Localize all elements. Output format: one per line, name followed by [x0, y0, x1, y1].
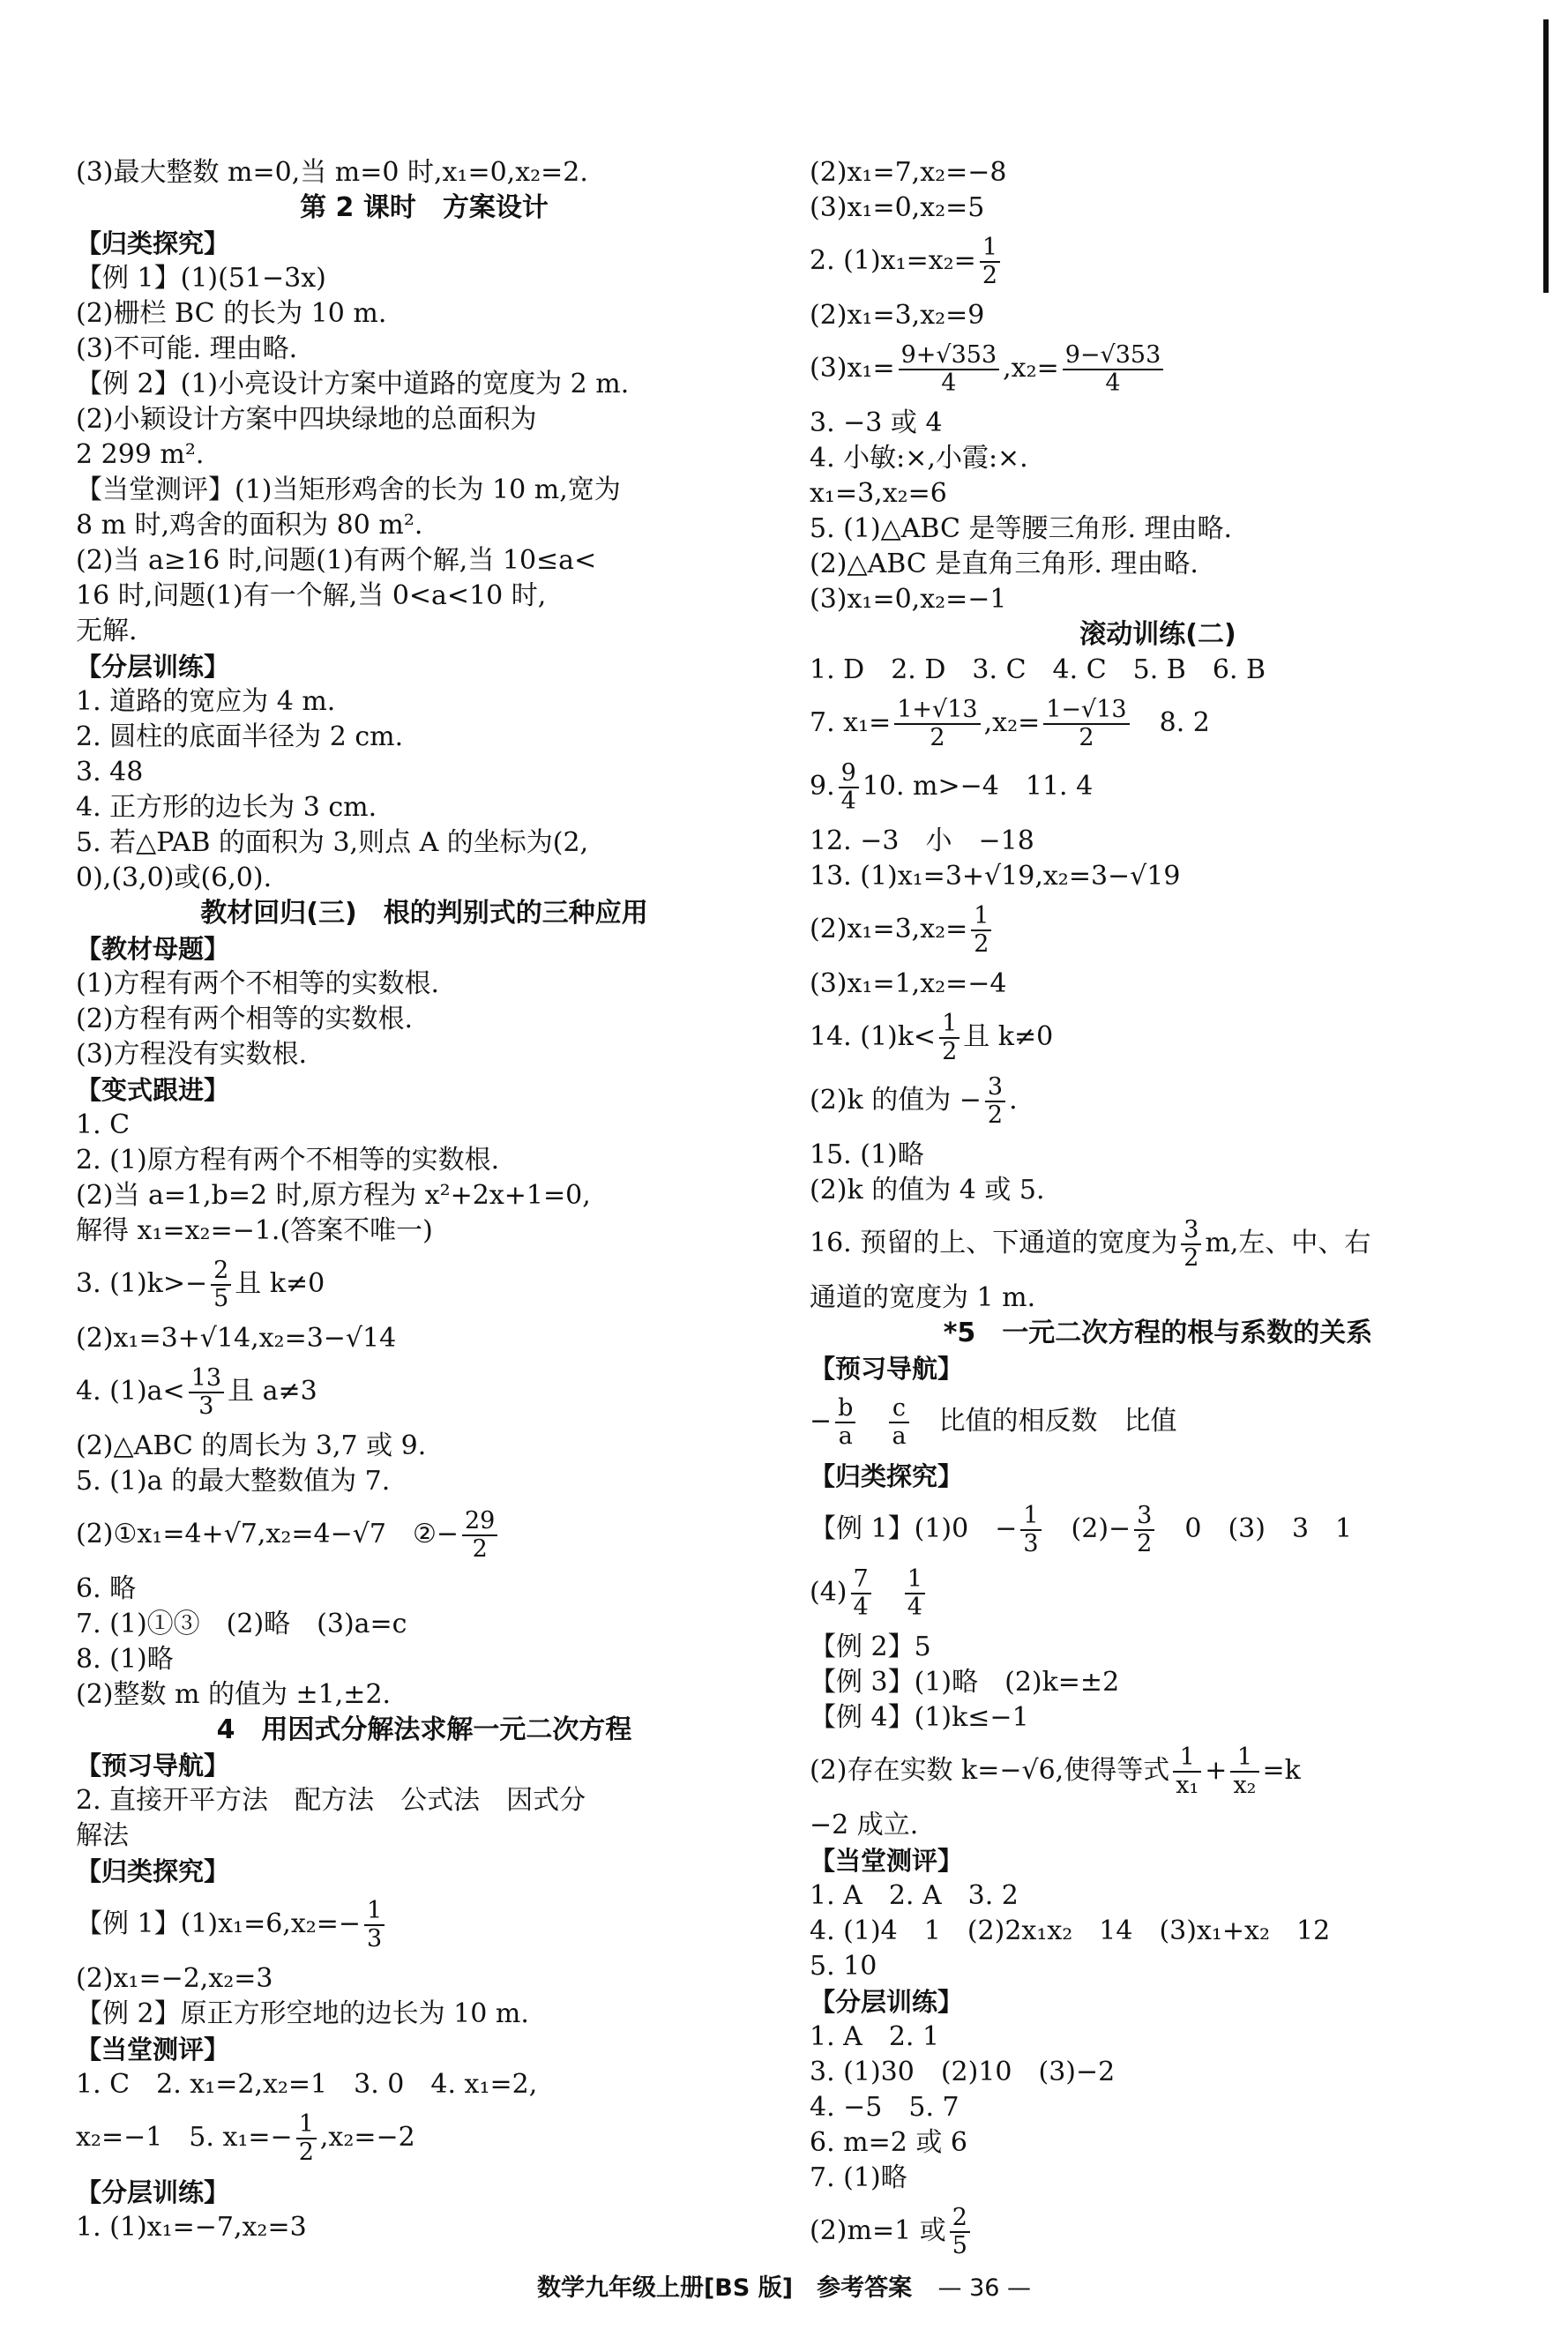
numerator: 1: [939, 1011, 959, 1039]
fraction: [296, 2111, 317, 2166]
numerator: 1: [1173, 1744, 1201, 1773]
text-run: 10. m>−4 11. 4: [862, 771, 1094, 802]
answer-line: 解得 x₁=x₂=−1.(答案不唯一): [76, 1215, 433, 1246]
answer-line: (1)方程有两个不相等的实数根.: [76, 968, 440, 999]
answer-line: (2)x₁=3+√14,x₂=3−√14: [76, 1323, 397, 1354]
answer-line: 4. 正方形的边长为 3 cm.: [76, 792, 377, 823]
text-run: .: [1009, 1085, 1018, 1116]
answer-line: 4. 小敏:×,小霞:×.: [810, 443, 1028, 474]
denominator: x₁: [1176, 1772, 1199, 1799]
numerator: c: [889, 1395, 908, 1423]
answer-line: [810, 760, 1506, 815]
answer-line: [810, 2205, 1506, 2259]
answer-line: (3)不可能. 理由略.: [76, 333, 298, 364]
section-heading: 【当堂测评】: [810, 1846, 964, 1876]
answer-line: 2. 圆柱的底面半径为 2 cm.: [76, 721, 404, 752]
answer-line: 15. (1)略: [810, 1139, 924, 1170]
section-heading: 【教材母题】: [76, 934, 230, 964]
text-run: 且 a≠3: [228, 1376, 317, 1407]
answer-line: [810, 235, 1506, 289]
section-title: 4 用因式分解法求解一元二次方程: [216, 1714, 632, 1745]
numerator: 7: [851, 1566, 871, 1594]
answer-line: (2)x₁=3,x₂=9: [810, 300, 985, 331]
answer-line: 0),(3,0)或(6,0).: [76, 862, 273, 893]
section-title: 第 2 课时 方案设计: [300, 192, 549, 223]
answer-line: 【例 2】原正方形空地的边长为 10 m.: [76, 1998, 529, 2029]
answer-line: 2 299 m².: [76, 439, 205, 470]
answer-line: −2 成立.: [810, 1810, 919, 1840]
section-title: 滚动训练(二): [1079, 619, 1236, 650]
section-heading: 【分层训练】: [76, 2177, 230, 2207]
denominator: 2: [298, 2139, 314, 2166]
numerator: 1+√13: [894, 697, 980, 725]
section-title: 教材回归(三) 根的判别式的三种应用: [200, 898, 648, 929]
fraction: [980, 235, 1000, 289]
denominator: x₂: [1233, 1772, 1257, 1799]
text-run: (2)存在实数 k=−√6,使得等式: [810, 1755, 1170, 1786]
numerator: 9: [839, 760, 859, 788]
answer-line: 3. (1)30 (2)10 (3)−2: [810, 2057, 1116, 2087]
text-run: 7. x₁=: [810, 707, 892, 738]
text-run: (3)x₁=: [810, 353, 895, 384]
numerator: 1: [980, 235, 1000, 263]
answer-line: 2. (1)原方程有两个不相等的实数根.: [76, 1145, 500, 1176]
answer-line: 7. (1)①③ (2)略 (3)a=c: [76, 1609, 407, 1639]
answer-line: [810, 1566, 1506, 1621]
denominator: 5: [213, 1285, 229, 1312]
denominator: 2: [987, 1101, 1004, 1129]
answer-line: (2)△ABC 是直角三角形. 理由略.: [810, 549, 1198, 579]
fraction: [1173, 1744, 1201, 1799]
answer-line: 4. −5 5. 7: [810, 2092, 959, 2123]
section-heading: 【归类探究】: [810, 1461, 964, 1491]
text-run: 8. 2: [1159, 707, 1210, 738]
section-title: *5 一元二次方程的根与系数的关系: [943, 1318, 1373, 1348]
right-column: [810, 155, 1506, 2268]
answer-line: 8. (1)略: [76, 1644, 174, 1675]
answer-line: 无解.: [76, 616, 138, 646]
fraction: [985, 1074, 1005, 1129]
answer-line: 13. (1)x₁=3+√19,x₂=3−√19: [810, 861, 1181, 892]
numerator: 1−√13: [1043, 697, 1129, 725]
answer-line: [810, 342, 1506, 397]
numerator: 3: [985, 1074, 1005, 1102]
answer-line: 16 时,问题(1)有一个解,当 0<a<10 时,: [76, 580, 547, 611]
answer-line: 3. −3 或 4: [810, 407, 943, 438]
numerator: 3: [1134, 1503, 1154, 1531]
fraction: [839, 760, 859, 815]
answer-line: 1. A 2. 1: [810, 2021, 940, 2052]
answer-line: [810, 1503, 1506, 1557]
answer-line: (3)x₁=0,x₂=−1: [810, 584, 1007, 615]
left-column: [76, 155, 773, 2245]
text-run: −: [810, 1406, 833, 1437]
denominator: 4: [853, 1594, 869, 1621]
fraction: [1043, 697, 1129, 751]
text-run: x₂=−1 5. x₁=−: [76, 2122, 293, 2153]
page-number: — 36 —: [937, 2274, 1032, 2302]
numerator: 1: [971, 903, 991, 931]
denominator: 2: [1079, 724, 1094, 751]
numerator: 9−√353: [1063, 342, 1164, 370]
fraction: [894, 697, 980, 751]
answer-line: (3)x₁=1,x₂=−4: [810, 968, 1007, 999]
text-run: m,左、中、右: [1205, 1228, 1371, 1258]
answer-line: [810, 1395, 1506, 1450]
answer-line: 7. (1)略: [810, 2162, 907, 2193]
answer-line: [76, 2111, 773, 2166]
fraction: [971, 903, 991, 958]
text-run: (2)−: [1071, 1513, 1131, 1544]
answer-line: 8 m 时,鸡舍的面积为 80 m².: [76, 510, 423, 541]
numerator: 2: [211, 1258, 231, 1286]
text-run: 2. (1)x₁=x₂=: [810, 245, 976, 276]
text-run: (2)①x₁=4+√7,x₂=4−√7 ②−: [76, 1519, 459, 1549]
fraction: [189, 1365, 224, 1420]
text-run: 4. (1)a<: [76, 1376, 185, 1407]
text-run: 14. (1)k<: [810, 1021, 937, 1052]
section-heading: 【当堂测评】: [76, 2035, 230, 2064]
answer-line: 2. 直接开平方法 配方法 公式法 因式分: [76, 1785, 586, 1816]
numerator: 3: [1181, 1217, 1201, 1245]
fraction: [835, 1395, 855, 1450]
fraction: [939, 1011, 959, 1065]
fraction: [889, 1395, 908, 1450]
numerator: 1: [364, 1898, 385, 1926]
fraction: [905, 1566, 925, 1621]
denominator: 3: [1023, 1530, 1039, 1557]
answer-line: [810, 1217, 1506, 1272]
fraction: [899, 342, 1000, 397]
denominator: 2: [930, 724, 945, 751]
numerator: 1: [905, 1566, 925, 1594]
denominator: 2: [1137, 1530, 1153, 1557]
denominator: 4: [840, 788, 856, 815]
numerator: b: [835, 1395, 855, 1423]
answer-line: (2)整数 m 的值为 ±1,±2.: [76, 1679, 392, 1710]
answer-line: 12. −3 小 −18: [810, 825, 1034, 856]
denominator: 4: [907, 1594, 922, 1621]
answer-line: 解法: [76, 1820, 129, 1851]
numerator: 1: [296, 2111, 317, 2139]
answer-line: 6. 略: [76, 1573, 137, 1604]
answer-line: 1. 道路的宽应为 4 m.: [76, 686, 336, 717]
numerator: 2: [950, 2205, 970, 2233]
answer-line: [810, 903, 1506, 958]
text-run: (2)k 的值为 −: [810, 1085, 982, 1116]
answer-line: 【例 2】5: [810, 1631, 931, 1662]
text-run: (2)m=1 或: [810, 2215, 946, 2246]
numerator: 1: [1020, 1503, 1041, 1531]
answer-line: [76, 1365, 773, 1420]
denominator: 4: [941, 370, 957, 397]
answer-line: 1. C: [76, 1109, 131, 1140]
answer-line: 5. (1)△ABC 是等腰三角形. 理由略.: [810, 513, 1233, 544]
denominator: 2: [982, 262, 998, 289]
section-heading: 【分层训练】: [76, 652, 230, 682]
answer-line: x₁=3,x₂=6: [810, 478, 947, 509]
answer-line: (2)当 a≥16 时,问题(1)有两个解,当 10≤a<: [76, 545, 597, 576]
text-run: ,x₂=: [1003, 353, 1059, 384]
answer-line: (2)k 的值为 4 或 5.: [810, 1175, 1045, 1206]
fraction: [211, 1258, 231, 1312]
answer-line: (2)小颖设计方案中四块绿地的总面积为: [76, 404, 537, 435]
footer-title: 数学九年级上册[BS 版] 参考答案: [536, 2274, 913, 2302]
text-run: 【例 1】(1)x₁=6,x₂=−: [76, 1908, 362, 1939]
answer-line: (2)△ABC 的周长为 3,7 或 9.: [76, 1430, 427, 1461]
denominator: 3: [367, 1925, 383, 1952]
numerator: 9+√353: [899, 342, 1000, 370]
answer-line: (2)方程有两个相等的实数根.: [76, 1004, 414, 1034]
answer-line: [810, 1074, 1506, 1129]
answer-line: 5. 10: [810, 1951, 877, 1982]
fraction: [1134, 1503, 1154, 1557]
answer-line: (2)栅栏 BC 的长为 10 m.: [76, 298, 387, 329]
denominator: 4: [1105, 370, 1121, 397]
answer-line: (2)当 a=1,b=2 时,原方程为 x²+2x+1=0,: [76, 1180, 591, 1211]
text-run: 比值的相反数 比值: [938, 1406, 1177, 1437]
denominator: 2: [472, 1535, 488, 1563]
answer-line: 1. (1)x₁=−7,x₂=3: [76, 2212, 307, 2243]
denominator: 5: [952, 2232, 967, 2259]
denominator: 2: [942, 1038, 958, 1065]
denominator: 2: [974, 930, 989, 958]
answer-line: 4. (1)4 1 (2)2x₁x₂ 14 (3)x₁+x₂ 12: [810, 1915, 1331, 1946]
answer-line: 1. D 2. D 3. C 4. C 5. B 6. B: [810, 654, 1266, 685]
section-heading: 【预习导航】: [810, 1354, 964, 1384]
denominator: a: [838, 1422, 853, 1450]
denominator: 2: [1183, 1244, 1199, 1272]
section-heading: 【变式跟进】: [76, 1075, 230, 1105]
answer-line: 5. 若△PAB 的面积为 3,则点 A 的坐标为(2,: [76, 827, 589, 858]
answer-line: 1. A 2. A 3. 2: [810, 1880, 1019, 1911]
answer-line: (3)x₁=0,x₂=5: [810, 192, 985, 223]
answer-line: (2)x₁=7,x₂=−8: [810, 157, 1007, 188]
text-run: 【例 1】(1)0 −: [810, 1513, 1018, 1544]
text-run: (4): [810, 1577, 847, 1608]
section-heading: 【预习导航】: [76, 1751, 230, 1781]
answer-line: 【例 3】(1)略 (2)k=±2: [810, 1667, 1120, 1698]
fraction: [462, 1508, 497, 1563]
answer-line: [76, 1898, 773, 1952]
page-footer: [0, 2268, 1568, 2303]
answer-line: 通道的宽度为 1 m.: [810, 1282, 1036, 1313]
answer-line: 3. 48: [76, 757, 144, 788]
answer-line: [810, 1744, 1506, 1799]
fraction: [1230, 1744, 1258, 1799]
answer-line: 5. (1)a 的最大整数值为 7.: [76, 1466, 391, 1497]
fraction: [364, 1898, 385, 1952]
text-run: +: [1205, 1755, 1228, 1786]
section-heading: 【归类探究】: [76, 1856, 230, 1886]
page-edge-bar: [1543, 19, 1549, 293]
text-run: (2)x₁=3,x₂=: [810, 914, 968, 945]
answer-line: 【当堂测评】(1)当矩形鸡舍的长为 10 m,宽为: [76, 474, 621, 505]
section-heading: 【分层训练】: [810, 1987, 964, 2017]
answer-line: 1. C 2. x₁=2,x₂=1 3. 0 4. x₁=2,: [76, 2069, 538, 2100]
fraction: [1020, 1503, 1041, 1557]
section-heading: 【归类探究】: [76, 228, 230, 258]
answer-line: (3)最大整数 m=0,当 m=0 时,x₁=0,x₂=2.: [76, 157, 588, 188]
answer-line: [76, 1508, 773, 1563]
answer-line: (3)方程没有实数根.: [76, 1039, 308, 1070]
numerator: 1: [1230, 1744, 1258, 1773]
answer-line: 【例 4】(1)k≤−1: [810, 1702, 1029, 1733]
text-run: 16. 预留的上、下通道的宽度为: [810, 1228, 1178, 1258]
numerator: 13: [189, 1365, 224, 1393]
answer-line: 【例 2】(1)小亮设计方案中道路的宽度为 2 m.: [76, 369, 630, 399]
text-run: ,x₂=: [983, 707, 1041, 738]
answer-line: [76, 1258, 773, 1312]
answer-line: 【例 1】(1)(51−3x): [76, 263, 326, 294]
fraction: [950, 2205, 970, 2259]
fraction: [1181, 1217, 1201, 1272]
answer-line: 6. m=2 或 6: [810, 2127, 967, 2158]
text-run: 3. (1)k>−: [76, 1268, 208, 1299]
answer-line: (2)x₁=−2,x₂=3: [76, 1963, 273, 1994]
text-run: 且 k≠0: [963, 1021, 1054, 1052]
denominator: 3: [198, 1392, 214, 1420]
fraction: [1063, 342, 1164, 397]
denominator: a: [892, 1422, 907, 1450]
answer-line: [810, 697, 1506, 751]
fraction: [851, 1566, 871, 1621]
answer-line: [810, 1011, 1506, 1065]
text-run: 0 (3) 3 1: [1184, 1513, 1353, 1544]
text-run: 9.: [810, 771, 835, 802]
numerator: 29: [462, 1508, 497, 1536]
text-run: 且 k≠0: [235, 1268, 325, 1299]
text-run: ,x₂=−2: [319, 2122, 415, 2153]
text-run: =k: [1262, 1755, 1301, 1786]
